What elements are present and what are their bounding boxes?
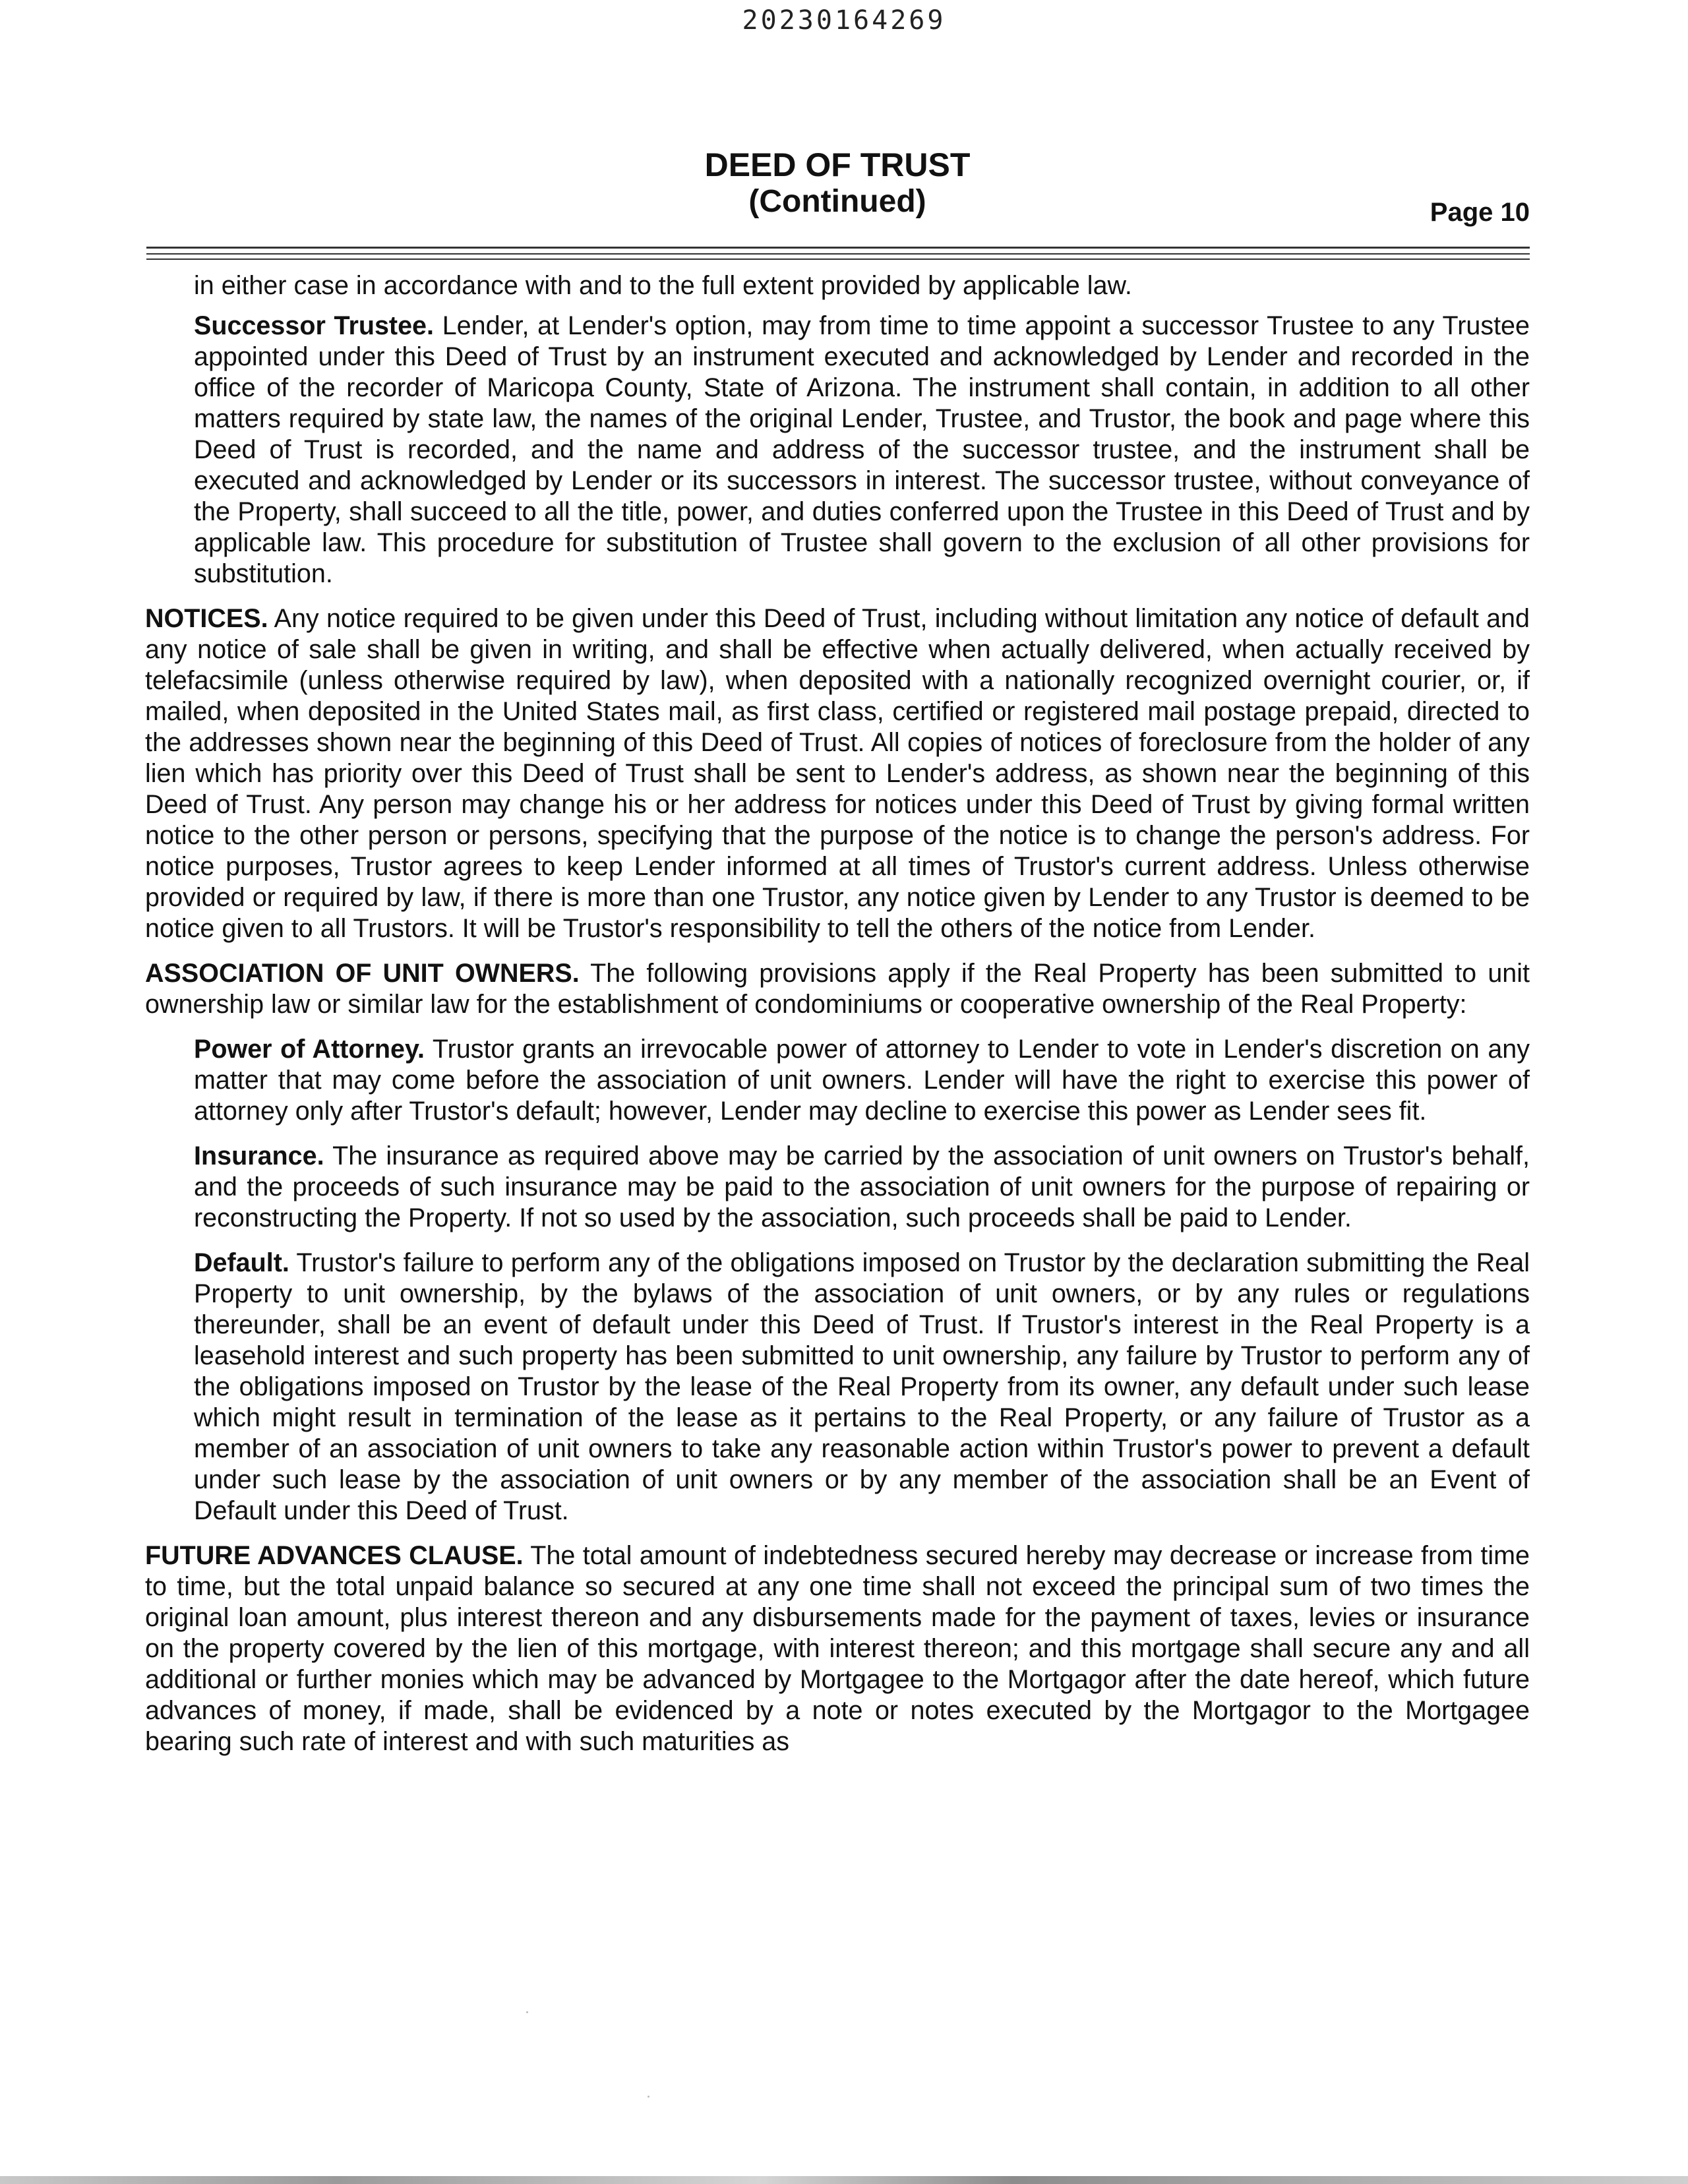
successor-trustee-heading: Successor Trustee. (194, 311, 434, 340)
notices-heading: NOTICES. (145, 604, 268, 633)
document-body (145, 270, 1530, 1771)
header-rule (146, 247, 1530, 249)
future-advances-text: The total amount of indebtedness secured hereby may decrease or increase from time to time, but the total unpaid balance so secured at any one time shall not exceed the principal sum of two times the original loan amount, plus interest thereon and any disbursements made for the payment of taxes, levies or insurance on the property covered by the lien of this mortgage, with interest thereon; and this mortgage shall secure any and all additional or further monies which may be advanced by Mortgagee to the Mortgagor after the date hereof, which future advances of money, if made, shall be evidenced by a note or notes executed by the Mortgagor to the Mortgagee bearing such rate of interest and with such maturities as (145, 1541, 1530, 1756)
default-text: Trustor's failure to perform any of the obligations imposed on Trustor by the declaration submitting the Real Property to unit ownership, by the bylaws of the association of unit owners, or by any rules or regulations thereunder, shall be an event of default under this Deed of Trust. If Trustor's interest in the Real Property is a leasehold interest and such property has been submitted to unit ownership, any failure by Trustor to perform any of the obligations imposed on Trustor by the lease of the Real Property from its owner, any default under such lease which might result in termination of the lease as it pertains to the Real Property, or any failure of Trustor as a member of an association of unit owners to take any reasonable action within Trustor's power to prevent a default under such lease by the association of unit owners or by any member of the association shall be an Event of Default under this Deed of Trust. (194, 1248, 1530, 1525)
default-heading: Default. (194, 1248, 289, 1277)
association-heading: ASSOCIATION OF UNIT OWNERS. (145, 959, 580, 988)
insurance-heading: Insurance. (194, 1141, 324, 1170)
scan-speck (648, 2096, 649, 2098)
default-paragraph (145, 1248, 1530, 1527)
scan-speck (526, 2011, 528, 2013)
future-advances-heading: FUTURE ADVANCES CLAUSE. (145, 1541, 524, 1570)
successor-trustee-text: Lender, at Lender's option, may from time to time appoint a successor Trustee to any Trustee appointed under this Deed of Trust by an instrument executed and acknowledged by Lender and recorded in the office of the recorder of Maricopa County, State of Arizona. The instrument shall contain, in addition to all other matters required by state law, the names of the original Lender, Trustee, and Trustor, the book and page where this Deed of Trust is recorded, and the name and address of the successor trustee, and the instrument shall be executed and acknowledged by Lender or its successors in interest. The successor trustee, without conveyance of the Property, shall succeed to all the title, power, and duties conferred upon the Trustee in this Deed of Trust and by applicable law. This procedure for substitution of Trustee shall govern to the exclusion of all other provisions for substitution. (194, 311, 1530, 588)
notices-text: Any notice required to be given under this Deed of Trust, including without limitation any notice of default and any notice of sale shall be given in writing, and shall be effective when actually delivered, when actually received by telefacsimile (unless otherwise required by law), when deposited with a nationally recognized overnight courier, or, if mailed, when deposited in the United States mail, as first class, certified or registered mail postage prepaid, directed to the addresses shown near the beginning of this Deed of Trust. All copies of notices of foreclosure from the holder of any lien which has priority over this Deed of Trust shall be sent to Lender's address, as shown near the beginning of this Deed of Trust. Any person may change his or her address for notices under this Deed of Trust by giving formal written notice to the other person or persons, specifying that the purpose of the notice is to change the person's address. For notice purposes, Trustor agrees to keep Lender informed at all times of Trustor's current address. Unless otherwise provided or required by law, if there is more than one Trustor, any notice given by Lender to any Trustor is deemed to be notice given to all Trustors. It will be Trustor's responsibility to tell the others of the notice from Lender. (145, 604, 1530, 943)
continuation-text: in either case in accordance with and to the full extent provided by applicable law. (194, 271, 1132, 300)
association-text: The following provisions apply if the Real Property has been submitted to unit ownership law or similar law for the establishment of condominiums or cooperative ownership of the Real Property: (145, 959, 1530, 1019)
power-of-attorney-heading: Power of Attorney. (194, 1035, 425, 1064)
insurance-paragraph (145, 1141, 1530, 1234)
document-title: DEED OF TRUST (704, 146, 971, 183)
recording-number: 20230164269 (742, 5, 946, 36)
header-rule (146, 258, 1530, 260)
power-of-attorney-paragraph (145, 1034, 1530, 1127)
page-header (145, 146, 1530, 232)
scan-edge-strip (0, 2176, 1688, 2184)
document-subtitle: (Continued) (748, 184, 926, 219)
insurance-text: The insurance as required above may be carried by the association of unit owners on Trustor's behalf, and the proceeds of such insurance may be paid to the association of unit owners for the purpose of repairing or reconstructing the Property. If not so used by the association, such proceeds shall be paid to Lender. (194, 1141, 1530, 1232)
page-number: Page 10 (1430, 198, 1530, 227)
association-paragraph (145, 958, 1530, 1020)
header-rule (146, 253, 1530, 255)
notices-paragraph (145, 603, 1530, 944)
future-advances-paragraph (145, 1540, 1530, 1757)
successor-trustee-paragraph (145, 311, 1530, 590)
power-of-attorney-text: Trustor grants an irrevocable power of attorney to Lender to vote in Lender's discretion on any matter that may come before the association of unit owners. Lender will have the right to exercise this power of attorney only after Trustor's default; however, Lender may decline to exercise this power as Lender sees fit. (194, 1035, 1530, 1126)
